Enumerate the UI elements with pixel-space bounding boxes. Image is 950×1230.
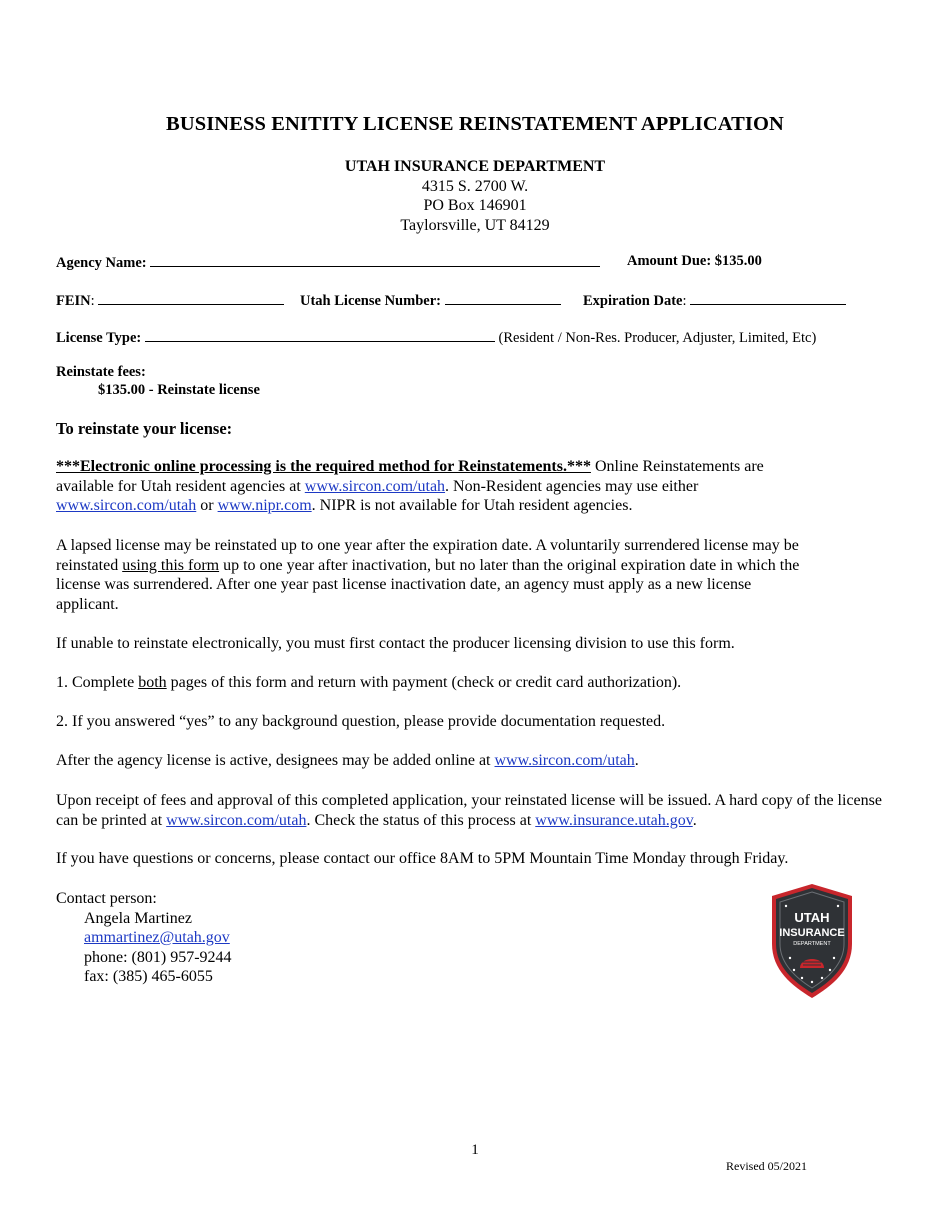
utah-license-label: Utah License Number: bbox=[300, 293, 441, 309]
amount-due: Amount Due: $135.00 bbox=[627, 253, 762, 269]
para5-text2: . Check the status of this process at bbox=[306, 811, 536, 829]
nipr-link[interactable]: www.nipr.com bbox=[217, 497, 312, 514]
contact-email-link[interactable]: ammartinez@utah.gov bbox=[84, 929, 230, 946]
license-type-field[interactable] bbox=[145, 328, 495, 342]
revised-date: Revised 05/2021 bbox=[726, 1159, 807, 1173]
para-receipt bbox=[56, 791, 896, 830]
para-designees bbox=[56, 751, 896, 771]
seal-line3: DEPARTMENT bbox=[793, 941, 831, 947]
para2-text1: A lapsed license may be reinstated up to one year after the expiration date. A voluntarily surrendered license may be reinstated bbox=[56, 537, 799, 574]
how-to-heading: To reinstate your license: bbox=[56, 419, 233, 438]
seal-line1: UTAH bbox=[794, 910, 830, 925]
para5-text1: Upon receipt of fees and approval of this completed application, your reinstated license will be issued. A hard copy of the license can be printed at bbox=[56, 792, 882, 829]
fein-row bbox=[56, 291, 284, 310]
utah-insurance-seal-logo bbox=[768, 882, 856, 1000]
para1-text3: or bbox=[196, 497, 218, 514]
agency-name-field[interactable] bbox=[150, 253, 600, 267]
step1-text2: pages of this form and return with payment (check or credit card authorization). bbox=[166, 674, 682, 691]
sircon-link[interactable]: www.sircon.com/utah bbox=[166, 811, 307, 829]
step-2: 2. If you answered “yes” to any background question, please provide documentation requested. bbox=[56, 713, 666, 730]
para-electronic bbox=[56, 457, 816, 516]
para2-underlined: using this form bbox=[122, 556, 220, 574]
contact-phone: phone: (801) 957-9244 bbox=[84, 948, 232, 966]
department-name: UTAH INSURANCE DEPARTMENT bbox=[344, 158, 606, 175]
electronic-required-notice: ***Electronic online processing is the required method for Reinstatements.*** bbox=[56, 458, 591, 475]
para-unable: If unable to reinstate electronically, you must first contact the producer licensing division to use this form. bbox=[56, 635, 735, 652]
para4-text1: After the agency license is active, designees may be added online at bbox=[56, 752, 495, 769]
address-street: 4315 S. 2700 W. bbox=[421, 177, 529, 195]
page-title: BUSINESS ENITITY LICENSE REINSTATEMENT APPLICATION bbox=[166, 113, 784, 135]
license-type-hint: (Resident / Non-Res. Producer, Adjuster, Limited, Etc) bbox=[498, 330, 817, 346]
sircon-link[interactable]: www.sircon.com/utah bbox=[494, 752, 635, 769]
para5-text3: . bbox=[692, 811, 697, 829]
agency-name-label: Agency Name: bbox=[56, 255, 147, 271]
page-number: 1 bbox=[471, 1142, 479, 1158]
expiration-label: Expiration Date bbox=[583, 293, 683, 309]
contact-block bbox=[56, 889, 456, 987]
department-address bbox=[0, 157, 950, 235]
insurance-utah-link[interactable]: www.insurance.utah.gov bbox=[535, 811, 693, 829]
expiration-row bbox=[583, 291, 846, 310]
para1-text4: . NIPR is not available for Utah resident agencies. bbox=[311, 497, 633, 514]
license-type-label: License Type: bbox=[56, 330, 142, 346]
para-questions: If you have questions or concerns, please contact our office 8AM to 5PM Mountain Time Monday through Friday. bbox=[56, 850, 789, 867]
sircon-link[interactable]: www.sircon.com/utah bbox=[56, 497, 197, 514]
sircon-link[interactable]: www.sircon.com/utah bbox=[304, 477, 446, 495]
fein-field[interactable] bbox=[98, 291, 284, 305]
fein-label: FEIN bbox=[56, 293, 91, 309]
expiration-colon: : bbox=[682, 293, 687, 309]
para1-text2: . Non-Resident agencies may use either bbox=[445, 477, 699, 495]
license-type-row bbox=[56, 328, 906, 347]
step1-underlined: both bbox=[138, 674, 167, 691]
fees-item: $135.00 - Reinstate license bbox=[98, 382, 260, 398]
utah-license-row bbox=[300, 291, 561, 310]
address-po-box: PO Box 146901 bbox=[423, 197, 527, 214]
step-1 bbox=[56, 673, 896, 693]
para1-text1: Online Reinstatements are available for Utah resident agencies at bbox=[56, 458, 764, 495]
fein-colon: : bbox=[90, 293, 95, 309]
contact-fax: fax: (385) 465-6055 bbox=[84, 968, 213, 985]
contact-name: Angela Martinez bbox=[84, 909, 192, 927]
utah-license-field[interactable] bbox=[445, 291, 561, 305]
fees-label: Reinstate fees: bbox=[56, 364, 146, 380]
para2-text2: up to one year after inactivation, but no later than the original expiration date in which the license was surrendered. After one year past license inactivation date, an agency must apply as a new license applicant. bbox=[56, 556, 800, 613]
seal-line2: INSURANCE bbox=[779, 927, 845, 939]
expiration-field[interactable] bbox=[690, 291, 846, 305]
para-lapsed bbox=[56, 536, 816, 614]
para4-text2: . bbox=[634, 752, 639, 769]
address-city: Taylorsville, UT 84129 bbox=[400, 216, 550, 234]
contact-label: Contact person: bbox=[56, 890, 157, 907]
agency-name-row bbox=[56, 253, 600, 272]
step1-text1: 1. Complete bbox=[56, 674, 139, 691]
